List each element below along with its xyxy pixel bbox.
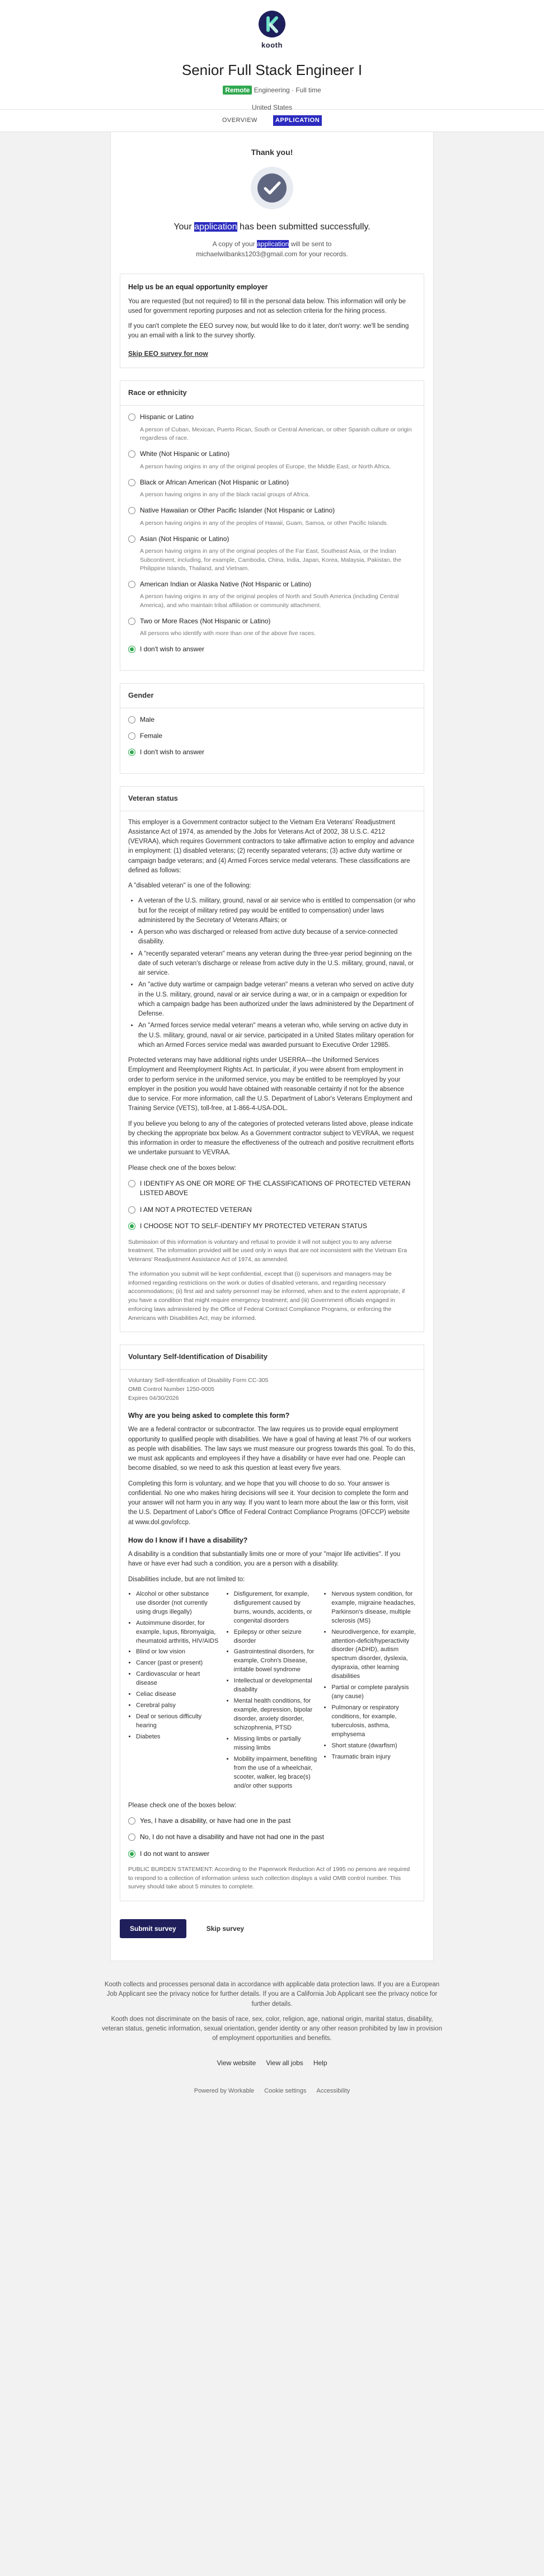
kooth-logo-icon[interactable] [258, 10, 286, 38]
veteran-definition-item: • A person who was discharged or released from active duty because of a service-connected disability. [138, 928, 416, 947]
option-description: A person having origins in any of the original peoples of Europe, the Middle East, or North Africa. [140, 463, 391, 470]
disability-title: Voluntary Self-Identification of Disability [120, 1345, 424, 1370]
job-header [0, 0, 544, 110]
disability-item: • Pulmonary or respiratory conditions, for example, tuberculosis, asthma, emphysema [331, 1704, 416, 1740]
copy-note: A copy of your application will be sent to michaelwilbanks1203@gmail.com for your records. [196, 240, 348, 258]
option-label: I don't wish to answer [140, 645, 205, 654]
option-description: A person having origins in any of the original peoples of North and South America (including Central America), and who maintain tribal affiliation or community attachment. [140, 593, 399, 609]
option-description: All persons who identify with more than one of the above five races. [140, 630, 316, 637]
disability-list [128, 1590, 416, 1793]
disability-item: • Mental health conditions, for example, depression, bipolar disorder, anxiety disorder, schizophrenia, PTSD [234, 1697, 318, 1733]
option-label: White (Not Hispanic or Latino) [140, 450, 230, 458]
option-label: Black or African American (Not Hispanic or Latino) [140, 478, 289, 486]
applicant-email: michaelwilbanks1203@gmail.com for your records. [196, 250, 348, 258]
form-id-line: Expires 04/30/2026 [128, 1394, 179, 1402]
cookie-settings-link[interactable]: Cookie settings [264, 2088, 307, 2095]
option-label: Asian (Not Hispanic or Latino) [140, 534, 229, 543]
job-tabs [0, 110, 544, 132]
application-card [110, 132, 434, 1961]
job-location: United States [251, 103, 293, 111]
radio-button[interactable] [128, 479, 135, 486]
option-description: A person having origins in any of the peoples of Hawaii, Guam, Samoa, or other Pacific Islands. [140, 519, 388, 527]
disability-paragraph: Completing this form is voluntary, and we hope that you will choose to do so. Your answer is confidential. No one who makes hiring decisions will see it. Your decision to complete the form and your answer will not harm you in any way. If you want to learn more about the law or this form, visit the U.S. Department of Labor's Office of Federal Contract Compliance Programs (OFCCP) website at www.dol.gov/ofccp. [128, 1480, 410, 1526]
option-label: Male [140, 715, 155, 723]
view-website-link[interactable]: View website [217, 2058, 256, 2067]
veteran-title: Veteran status [120, 787, 424, 811]
race-option[interactable] [128, 534, 416, 573]
powered-by-workable-link[interactable]: Powered by Workable [194, 2088, 255, 2095]
disability-item: • Deaf or serious difficulty hearing [136, 1713, 221, 1731]
option-description: A person of Cuban, Mexican, Puerto Rican, South or Central American, or other Spanish culture or origin regardless of race. [140, 426, 412, 441]
option-label: Yes, I have a disability, or have had one in the past [140, 1816, 291, 1825]
gender-section [120, 683, 424, 774]
disability-paragraph: Disabilities include, but are not limited to: [128, 1576, 245, 1583]
job-department: Engineering · Full time [254, 86, 321, 94]
disability-item: • Traumatic brain injury [331, 1753, 416, 1762]
job-title: Senior Full Stack Engineer I [181, 61, 363, 78]
form-id-line: Voluntary Self-Identification of Disability Form CC-305 [128, 1377, 269, 1384]
disability-item: • Cardiovascular or heart disease [136, 1670, 221, 1688]
thank-you-section [111, 132, 433, 274]
disability-item: • Nervous system condition, for example, migraine headaches, Parkinson's disease, multiple sclerosis (MS) [331, 1590, 416, 1626]
gender-options [120, 708, 424, 773]
disability-item: • Gastrointestinal disorders, for example, Crohn's Disease, irritable bowel syndrome [234, 1648, 318, 1675]
radio-button[interactable] [128, 535, 135, 543]
disability-item: • Short stature (dwarfism) [331, 1742, 416, 1751]
accessibility-link[interactable]: Accessibility [316, 2088, 350, 2095]
race-option[interactable] [128, 478, 416, 500]
disability-item: • Autoimmune disorder, for example, lupus, fibromyalgia, rheumatoid arthritis, HIV/AIDS [136, 1619, 221, 1646]
veteran-options [128, 1179, 416, 1231]
race-option[interactable] [128, 506, 416, 528]
disability-list-column [136, 1590, 221, 1793]
veteran-note: The information you submit will be kept confidential, except that (i) supervisors and managers may be informed regarding restrictions on the work or duties of disabled veterans, and regarding necessary accommodations; (ii) first aid and safety personnel may be informed, when and to the extent appropriate, if you have a condition that might require emergency treatment; and (iii) Government officials engaged in enforcing laws administered by the Office of Federal Contract Compliance Programs, or enforcing the Americans with Disabilities Act, may be informed. [128, 1270, 405, 1322]
gender-option[interactable] [128, 715, 416, 725]
disability-item: • Missing limbs or partially missing limbs [234, 1735, 318, 1753]
veteran-definition-item: • A "recently separated veteran" means any veteran during the three-year period beginning on the date of such veteran's discharge or release from active duty in the U.S. military, ground, naval, or air service. [138, 949, 416, 979]
survey-actions [111, 1914, 433, 1961]
option-label: I do not want to answer [140, 1849, 210, 1858]
remote-badge: Remote [223, 86, 252, 95]
veteran-definition-item: • An "active duty wartime or campaign badge veteran" means a veteran who served on active duty in the U.S. military, ground, naval or air service during a war, or in a campaign or expedition for which a campaign badge has been authorized under the laws administered by the Department of Defense. [138, 980, 416, 1019]
option-label: American Indian or Alaska Native (Not Hispanic or Latino) [140, 580, 312, 588]
submit-survey-button[interactable]: Submit survey [120, 1919, 186, 1938]
radio-button[interactable] [128, 413, 135, 421]
form-id-line: OMB Control Number 1250-0005 [128, 1385, 215, 1393]
race-option[interactable] [128, 580, 416, 610]
page-footer [0, 1961, 544, 2068]
veteran-section [120, 786, 424, 1332]
veteran-definitions [138, 896, 416, 1050]
option-label: Female [140, 732, 163, 740]
veteran-definition-item: • An "Armed forces service medal veteran" means a veteran who, while serving on active duty in the U.S. military, ground, naval or air service, participated in a United States military operation for which an Armed Forces service medal was awarded pursuant to Executive Order 12985. [138, 1021, 416, 1050]
veteran-note: Submission of this information is voluntary and refusal to provide it will not subject you to any adverse treatment. The information provided will be used only in ways that are not inconsistent with the Vietnam Era Veterans' Readjustment Assistance Act of 1974, as amended. [128, 1238, 407, 1263]
disability-question: How do I know if I have a disability? [128, 1536, 248, 1544]
disability-item: • Diabetes [136, 1733, 221, 1742]
disability-option[interactable] [128, 1832, 416, 1842]
disability-item: • Intellectual or developmental disability [234, 1677, 318, 1695]
disability-option[interactable] [128, 1816, 416, 1826]
job-meta [0, 86, 544, 95]
disability-item: • Cancer (past or present) [136, 1659, 221, 1668]
option-description: A person having origins in any of the original peoples of the Far East, Southeast Asia, or the Indian Subcontinent, including, for example, Cambodia, China, India, Japan, Korea, Malaysia, Pakistan, the Philippine Islands, Thailand, and Vietnam. [140, 548, 401, 572]
disability-paragraph: Please check one of the boxes below: [128, 1802, 237, 1809]
disability-section [120, 1345, 424, 1901]
veteran-paragraph: A "disabled veteran" is one of the following: [128, 882, 251, 890]
disability-item: • Mobility impairment, benefiting from the use of a wheelchair, scooter, walker, leg brace(s) and/or other supports [234, 1755, 318, 1791]
eeo-intro-box [120, 274, 424, 368]
race-option[interactable] [128, 645, 416, 654]
eeo-paragraph: If you can't complete the EEO survey now, but would like to do it later, don't worry: we'll be sending you an email with a link to the survey shortly. [128, 323, 409, 340]
veteran-option[interactable] [128, 1205, 416, 1215]
option-label: Two or More Races (Not Hispanic or Latino) [140, 617, 271, 625]
radio-button[interactable] [128, 618, 135, 625]
veteran-paragraph: Protected veterans may have additional rights under USERRA—the Uniformed Services Employment and Reemployment Rights Act. In particular, if you were absent from employment in order to perform service in the uniformed service, you may be entitled to be reemployed by your employer in the position you would have obtained with reasonable certainty if not for the absence due to service. For more information, call the U.S. Department of Labor's Veterans Employment and Training Service (VETS), toll-free, at 1-866-4-USA-DOL. [128, 1057, 412, 1112]
race-title: Race or ethnicity [120, 381, 424, 406]
radio-button[interactable] [128, 1850, 135, 1858]
disability-item: • Celiac disease [136, 1690, 221, 1699]
disability-item: • Disfigurement, for example, disfigurement caused by burns, wounds, accidents, or congenital disorders [234, 1590, 318, 1626]
option-label: Hispanic or Latino [140, 413, 194, 421]
race-option[interactable] [128, 617, 416, 638]
radio-button[interactable] [128, 716, 135, 723]
radio-button[interactable] [128, 646, 135, 653]
eeo-title: Help us be an equal opportunity employer [128, 283, 268, 292]
radio-button[interactable] [128, 450, 135, 458]
veteran-option[interactable] [128, 1221, 416, 1231]
race-option[interactable] [128, 412, 416, 443]
gender-option[interactable] [128, 731, 416, 741]
option-description: A person having origins in any of the black racial groups of Africa. [140, 491, 310, 499]
gender-option[interactable] [128, 748, 416, 757]
veteran-paragraph: If you believe you belong to any of the categories of protected veterans listed above, please indicate by checking the appropriate box below. As a Government contractor subject to VEVRAA, we request this information in order to measure the effectiveness of the outreach and positive recruitment efforts we undertake pursuant to VEVRAA. [128, 1120, 414, 1157]
race-section [120, 380, 424, 670]
disability-item: • Cerebral palsy [136, 1701, 221, 1710]
disability-paragraph: A disability is a condition that substantially limits one or more of your "major life activities". If you have or have ever had such a condition, you are a person with a disability. [128, 1551, 401, 1568]
disability-options [128, 1816, 416, 1859]
radio-button[interactable] [128, 1817, 135, 1825]
disability-item: • Epilepsy or other seizure disorder [234, 1628, 318, 1646]
footer-links [101, 2058, 443, 2068]
disability-question: Why are you being asked to complete this form? [128, 1412, 290, 1420]
tab-overview[interactable]: OVERVIEW [222, 116, 257, 124]
option-label: I IDENTIFY AS ONE OR MORE OF THE CLASSIFICATIONS OF PROTECTED VETERAN LISTED ABOVE [140, 1179, 411, 1197]
option-label: No, I do not have a disability and have not had one in the past [140, 1833, 324, 1841]
eeo-paragraph: You are requested (but not required) to fill in the personal data below. This information will only be used for government reporting purposes and not as selection criteria for the hiring process. [128, 298, 406, 314]
radio-button[interactable] [128, 732, 135, 740]
veteran-definition-item: • A veteran of the U.S. military, ground, naval or air service who is entitled to compensation (or who but for the receipt of military retired pay would be entitled to compensation) under laws administered by the Secretary of Veterans Affairs; or [138, 896, 416, 925]
option-label: I don't wish to answer [140, 748, 205, 756]
disability-item: • Partial or complete paralysis (any cause) [331, 1684, 416, 1701]
option-label: Native Hawaiian or Other Pacific Islander (Not Hispanic or Latino) [140, 506, 335, 515]
thank-you-title: Thank you! [251, 148, 293, 157]
tab-application[interactable]: APPLICATION [273, 115, 322, 126]
disability-item: • Alcohol or other substance use disorder (not currently using drugs illegally) [136, 1590, 221, 1617]
disability-item: • Blind or low vision [136, 1648, 221, 1657]
radio-button[interactable] [128, 1206, 135, 1214]
option-label: I AM NOT A PROTECTED VETERAN [140, 1205, 252, 1214]
public-burden-statement: PUBLIC BURDEN STATEMENT: According to the Paperwork Reduction Act of 1995 no persons are required to respond to a collection of information unless such collection displays a valid OMB control number. This survey should take about 5 minutes to complete. [128, 1865, 410, 1891]
veteran-paragraph: Please check one of the boxes below: [128, 1164, 237, 1172]
disability-option[interactable] [128, 1849, 416, 1859]
race-options [120, 406, 424, 670]
privacy-notice: Kooth collects and processes personal data in accordance with applicable data protection laws. If you are a European Job Applicant see the privacy notice for further details. If you are a California Job Applicant see the privacy notice for further details. [104, 1981, 440, 2008]
non-discrimination-notice: Kooth does not discriminate on the basis of race, sex, color, religion, age, national origin, marital status, disability, veteran status, genetic information, sexual orientation, gender identity or any other reason prohibited by law in provision of employment opportunities and benefits. [102, 2015, 442, 2042]
veteran-paragraph: This employer is a Government contractor subject to the Vietnam Era Veterans' Readjustment Assistance Act of 1974, as amended by the Jobs for Veterans Act of 2002, 38 U.S.C. 4212 (VEVRAA), which requires Government contractors to take affirmative action to employ and advance in employment: (1) disabled veterans; (2) recently separated veterans; (3) active duty wartime or campaign badge veterans; and (4) Armed Forces service medal veterans. These classifications are defined as follows: [128, 819, 415, 874]
brand-name: kooth [261, 41, 283, 49]
radio-button[interactable] [128, 1223, 135, 1230]
disability-paragraph: We are a federal contractor or subcontractor. The law requires us to provide equal employment opportunity to qualified people with disabilities. We have a goal of having at least 7% of our workers as people with disabilities. The law says we must measure our progress towards this goal. To do this, we must ask applicants and employees if they have a disability or have ever had one. People can become disabled, so we need to ask this question at least every five years. [128, 1426, 415, 1472]
powered-by-bar [0, 2087, 544, 2107]
help-link[interactable]: Help [313, 2058, 327, 2067]
radio-button[interactable] [128, 507, 135, 514]
option-label: I CHOOSE NOT TO SELF-IDENTIFY MY PROTECTED VETERAN STATUS [140, 1222, 367, 1230]
radio-button[interactable] [128, 749, 135, 756]
disability-list-column [331, 1590, 416, 1793]
disability-item: • Neurodivergence, for example, attention-deficit/hyperactivity disorder (ADHD), autism spectrum disorder, dyslexia, dyspraxia, other learning disabilities [331, 1628, 416, 1682]
view-all-jobs-link[interactable]: View all jobs [266, 2058, 303, 2067]
radio-button[interactable] [128, 1180, 135, 1187]
veteran-option[interactable] [128, 1179, 416, 1198]
disability-list-column [234, 1590, 318, 1793]
skip-eeo-button[interactable]: Skip EEO survey for now [128, 349, 208, 358]
skip-survey-button[interactable]: Skip survey [206, 1924, 245, 1933]
race-option[interactable] [128, 449, 416, 471]
success-check-icon [250, 166, 294, 210]
success-message: Your application has been submitted successfully. [173, 222, 371, 232]
radio-button[interactable] [128, 1834, 135, 1841]
radio-button[interactable] [128, 581, 135, 588]
gender-title: Gender [120, 684, 424, 708]
